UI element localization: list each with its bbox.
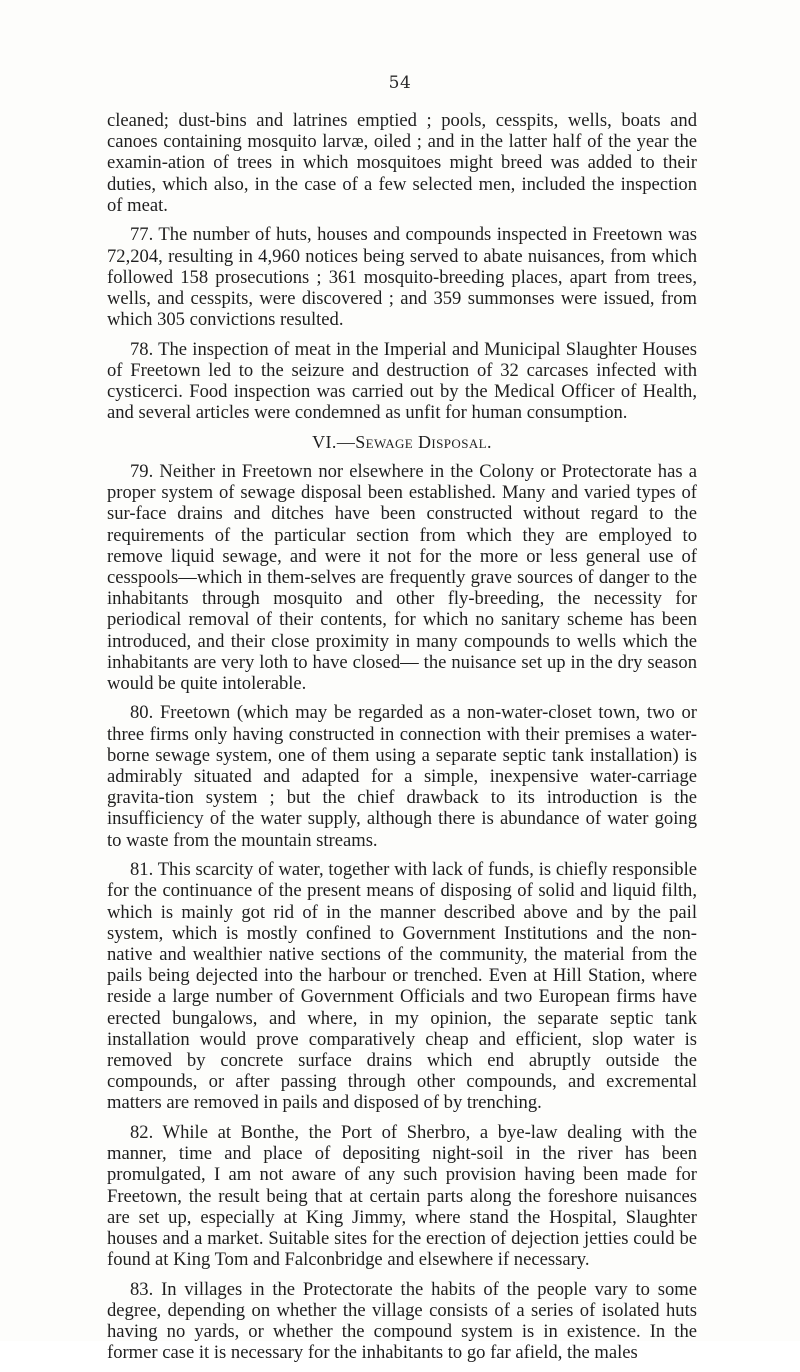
- paragraph-82: 82. While at Bonthe, the Port of Sherbro, a bye-law dealing with the manner, time and place of depositing night-soil in the river has been promulgated, I am not aware of any such provision having been made for Freetown, the result being that at certain parts along the foreshore nuisances are set up, especially at King Jimmy, where stand the Hospital, Slaughter houses and a market. Suitable sites for the erection of dejection jetties could be found at King Tom and Falconbridge and elsewhere if necessary.: [107, 1121, 697, 1271]
- section-heading: [107, 432, 697, 453]
- body-text: [107, 110, 697, 1372]
- paragraph-80: 80. Freetown (which may be regarded as a non-water-closet town, two or three firms only having constructed in connection with their premises a water-borne sewage system, one of them using a separate septic tank installation) is admirably situated and adapted for a simple, inexpensive water-carriage gravita-tion system ; but the chief drawback to its introduction is the insufficiency of the water supply, although there is abundance of water going to waste from the mountain streams.: [107, 702, 697, 851]
- page-number: 54: [388, 73, 412, 93]
- paragraph-77: 77. The number of huts, houses and compounds inspected in Freetown was 72,204, resulting in 4,960 notices being served to abate nuisances, from which followed 158 prosecutions ; 361 mosquito-breeding places, apart from trees, wells, and cesspits, were discovered ; and 359 summonses were issued, from which 305 convictions resulted.: [107, 224, 697, 331]
- paragraph-continued: cleaned; dust-bins and latrines emptied ; pools, cesspits, wells, boats and canoes containing mosquito larvæ, oiled ; and in the latter half of the year the examin-ation of trees in which mosquitoes might breed was added to their duties, which also, in the case of a few selected men, included the inspection of meat.: [107, 110, 697, 216]
- paragraph-83: 83. In villages in the Protectorate the habits of the people vary to some degree, depending on whether the village consists of a series of isolated huts having no yards, or whether the compound system is in existence. In the former case it is necessary for the inhabitants to go far afield, the males: [107, 1278, 697, 1364]
- paragraph-79: 79. Neither in Freetown nor elsewhere in the Colony or Protectorate has a proper system of sewage disposal been established. Many and varied types of sur-face drains and ditches have been constructed without regard to the requirements of the particular section from which they are employed to remove liquid sewage, and were it not for the more or less general use of cesspools—which in them-selves are frequently grave sources of danger to the inhabitants through mosquito and other fly-breeding, the necessity for periodical removal of their contents, for which no sanitary scheme has been introduced, and their close proximity in many compounds to wells which the inhabitants are very loth to have closed— the nuisance set up in the dry season would be quite intolerable.: [107, 460, 697, 694]
- paragraph-81: 81. This scarcity of water, together with lack of funds, is chiefly responsible for the continuance of the present means of disposing of solid and liquid filth, which is mainly got rid of in the manner described above and by the pail system, which is mostly confined to Government Institutions and the non-native and wealthier native sections of the community, the material from the pails being dejected into the harbour or trenched. Even at Hill Station, where reside a large number of Government Officials and two European firms have erected bungalows, and where, in my opinion, the separate septic tank installation would prove comparatively cheap and efficient, slop water is removed by concrete surface drains which end abruptly outside the compounds, or after passing through other compounds, and excremental matters are removed in pails and disposed of by trenching.: [107, 859, 697, 1114]
- section-number: VI.—: [312, 431, 356, 452]
- section-title: Sewage Disposal.: [355, 431, 492, 452]
- paragraph-78: 78. The inspection of meat in the Imperial and Municipal Slaughter Houses of Freetown led to the seizure and destruction of 32 carcases infected with cysticerci. Food inspection was carried out by the Medical Officer of Health, and several articles were condemned as unfit for human consumption.: [107, 338, 697, 424]
